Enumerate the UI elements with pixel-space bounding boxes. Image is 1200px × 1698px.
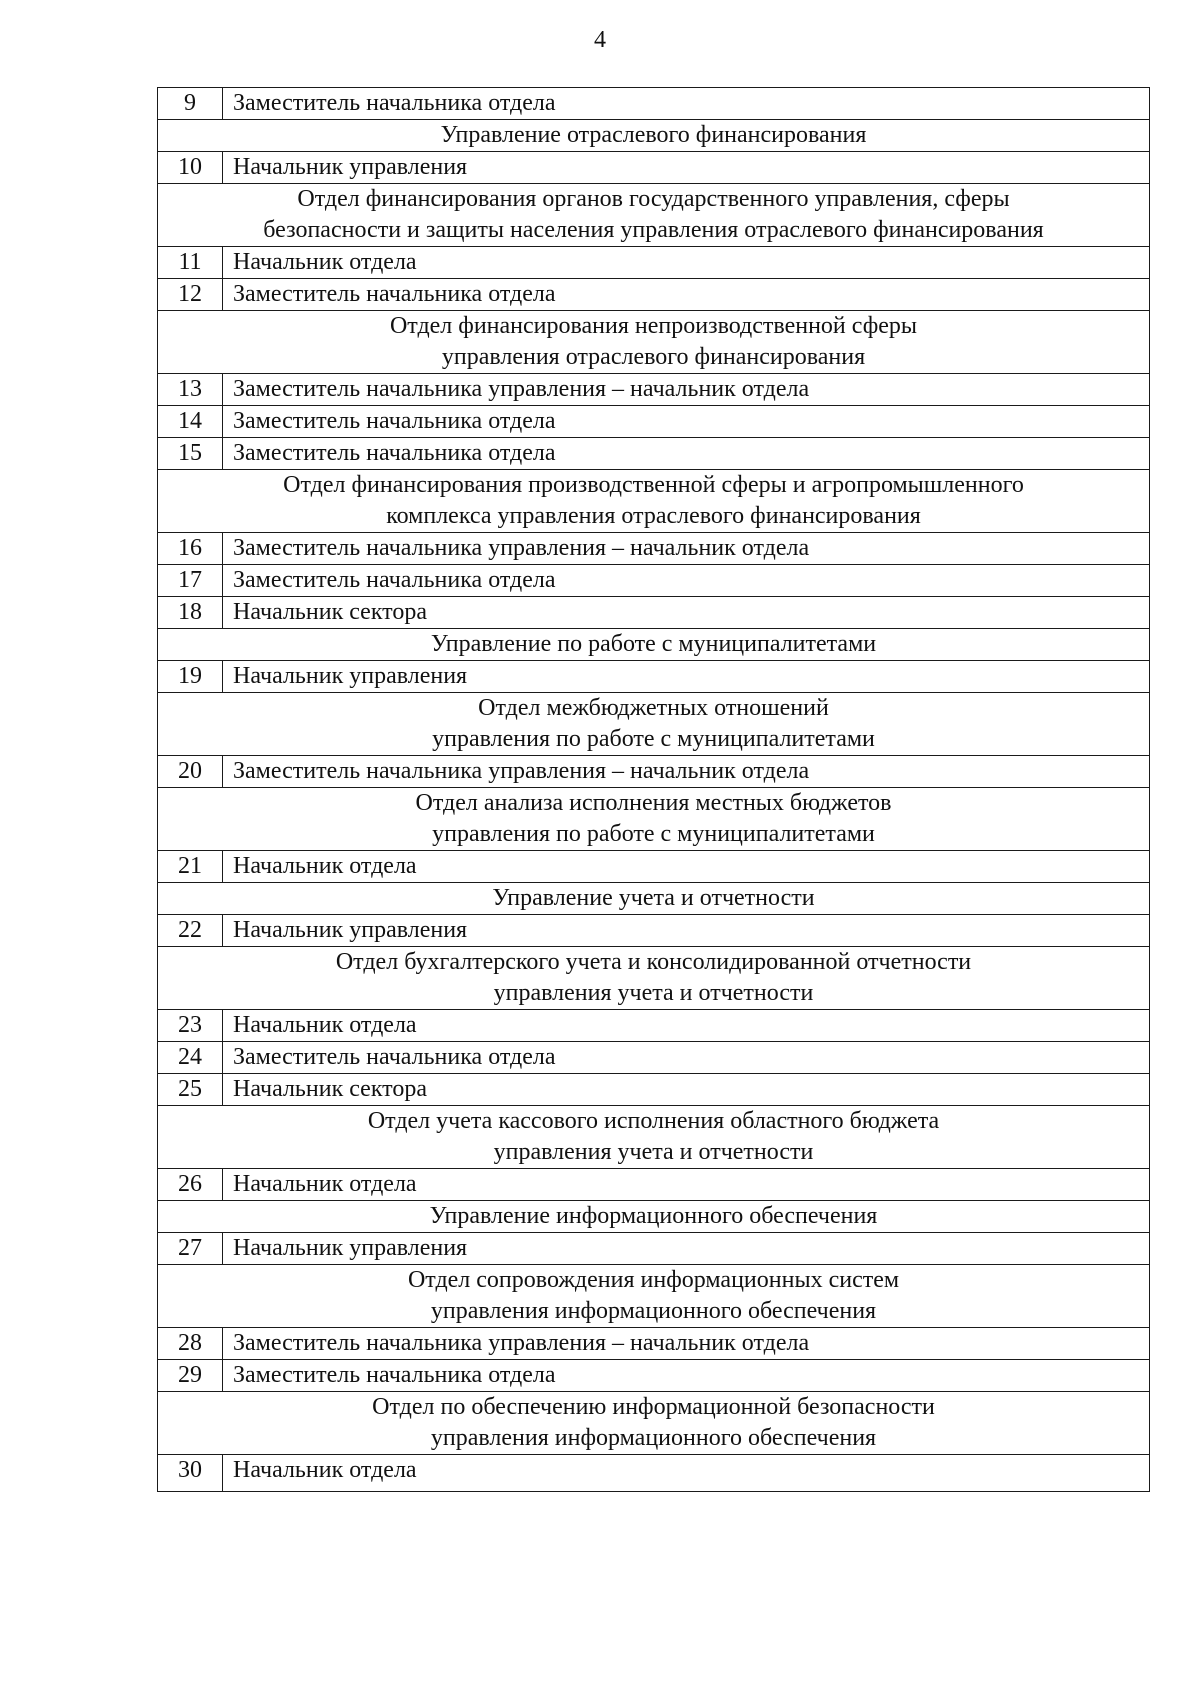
position-row xyxy=(158,1074,1150,1106)
position-row xyxy=(158,565,1150,597)
section-heading: Отдел анализа исполнения местных бюджетов управления по работе с муниципалитетами xyxy=(158,788,1150,851)
position-number: 20 xyxy=(158,756,223,788)
section-heading-row xyxy=(158,947,1150,1010)
positions-table-body xyxy=(158,88,1150,1492)
section-heading-row xyxy=(158,311,1150,374)
position-row xyxy=(158,279,1150,311)
position-title: Заместитель начальника управления – начальник отдела xyxy=(223,1328,1150,1360)
position-number: 14 xyxy=(158,406,223,438)
section-heading: Отдел сопровождения информационных систем управления информационного обеспечения xyxy=(158,1265,1150,1328)
section-heading-row xyxy=(158,883,1150,915)
position-number: 25 xyxy=(158,1074,223,1106)
position-number: 10 xyxy=(158,152,223,184)
position-number: 19 xyxy=(158,661,223,693)
position-row xyxy=(158,406,1150,438)
position-title: Начальник управления xyxy=(223,915,1150,947)
position-title: Начальник управления xyxy=(223,152,1150,184)
position-title: Заместитель начальника отдела xyxy=(223,279,1150,311)
position-row xyxy=(158,661,1150,693)
section-heading: Управление учета и отчетности xyxy=(158,883,1150,915)
section-heading-row xyxy=(158,1392,1150,1455)
position-number: 18 xyxy=(158,597,223,629)
position-row xyxy=(158,756,1150,788)
position-number: 17 xyxy=(158,565,223,597)
position-title: Начальник сектора xyxy=(223,1074,1150,1106)
position-number: 16 xyxy=(158,533,223,565)
section-heading-row xyxy=(158,629,1150,661)
position-title: Заместитель начальника отдела xyxy=(223,406,1150,438)
position-row xyxy=(158,1328,1150,1360)
section-heading-row xyxy=(158,788,1150,851)
position-title: Начальник сектора xyxy=(223,597,1150,629)
position-number: 23 xyxy=(158,1010,223,1042)
section-heading-row xyxy=(158,470,1150,533)
section-heading-row xyxy=(158,693,1150,756)
position-row xyxy=(158,597,1150,629)
position-row xyxy=(158,1042,1150,1074)
section-heading-row xyxy=(158,184,1150,247)
section-heading: Управление отраслевого финансирования xyxy=(158,120,1150,152)
section-heading: Отдел финансирования непроизводственной сферы управления отраслевого финансирования xyxy=(158,311,1150,374)
position-title: Заместитель начальника управления – начальник отдела xyxy=(223,533,1150,565)
position-row xyxy=(158,915,1150,947)
position-row xyxy=(158,152,1150,184)
position-row xyxy=(158,1233,1150,1265)
position-row xyxy=(158,374,1150,406)
position-row xyxy=(158,1360,1150,1392)
positions-table xyxy=(157,87,1150,1492)
position-row xyxy=(158,1010,1150,1042)
position-title: Начальник отдела xyxy=(223,1010,1150,1042)
position-title: Начальник отдела xyxy=(223,1455,1150,1492)
section-heading: Управление по работе с муниципалитетами xyxy=(158,629,1150,661)
position-row xyxy=(158,438,1150,470)
section-heading: Отдел бухгалтерского учета и консолидированной отчетности управления учета и отчетности xyxy=(158,947,1150,1010)
position-title: Заместитель начальника отдела xyxy=(223,438,1150,470)
position-title: Начальник отдела xyxy=(223,1169,1150,1201)
section-heading: Отдел учета кассового исполнения областного бюджета управления учета и отчетности xyxy=(158,1106,1150,1169)
position-number: 27 xyxy=(158,1233,223,1265)
position-number: 13 xyxy=(158,374,223,406)
section-heading-row xyxy=(158,1106,1150,1169)
section-heading-row xyxy=(158,1265,1150,1328)
position-title: Начальник управления xyxy=(223,661,1150,693)
position-title: Заместитель начальника управления – начальник отдела xyxy=(223,374,1150,406)
position-number: 15 xyxy=(158,438,223,470)
section-heading: Управление информационного обеспечения xyxy=(158,1201,1150,1233)
position-title: Начальник управления xyxy=(223,1233,1150,1265)
position-row xyxy=(158,1455,1150,1492)
position-number: 9 xyxy=(158,88,223,120)
position-title: Заместитель начальника управления – начальник отдела xyxy=(223,756,1150,788)
position-number: 28 xyxy=(158,1328,223,1360)
section-heading: Отдел по обеспечению информационной безопасности управления информационного обеспечения xyxy=(158,1392,1150,1455)
section-heading-row xyxy=(158,120,1150,152)
position-number: 22 xyxy=(158,915,223,947)
position-number: 12 xyxy=(158,279,223,311)
section-heading: Отдел финансирования производственной сферы и агропромышленного комплекса управления отраслевого финансирования xyxy=(158,470,1150,533)
position-row xyxy=(158,851,1150,883)
position-title: Заместитель начальника отдела xyxy=(223,1360,1150,1392)
position-number: 24 xyxy=(158,1042,223,1074)
position-row xyxy=(158,247,1150,279)
position-title: Заместитель начальника отдела xyxy=(223,88,1150,120)
position-number: 30 xyxy=(158,1455,223,1492)
section-heading: Отдел межбюджетных отношений управления по работе с муниципалитетами xyxy=(158,693,1150,756)
position-row xyxy=(158,88,1150,120)
position-row xyxy=(158,1169,1150,1201)
position-title: Заместитель начальника отдела xyxy=(223,1042,1150,1074)
position-row xyxy=(158,533,1150,565)
position-title: Заместитель начальника отдела xyxy=(223,565,1150,597)
section-heading-row xyxy=(158,1201,1150,1233)
page-number: 4 xyxy=(594,27,606,53)
position-number: 21 xyxy=(158,851,223,883)
position-number: 29 xyxy=(158,1360,223,1392)
position-number: 11 xyxy=(158,247,223,279)
section-heading: Отдел финансирования органов государственного управления, сферы безопасности и защиты населения управления отраслевого финансирования xyxy=(158,184,1150,247)
position-number: 26 xyxy=(158,1169,223,1201)
position-title: Начальник отдела xyxy=(223,851,1150,883)
position-title: Начальник отдела xyxy=(223,247,1150,279)
